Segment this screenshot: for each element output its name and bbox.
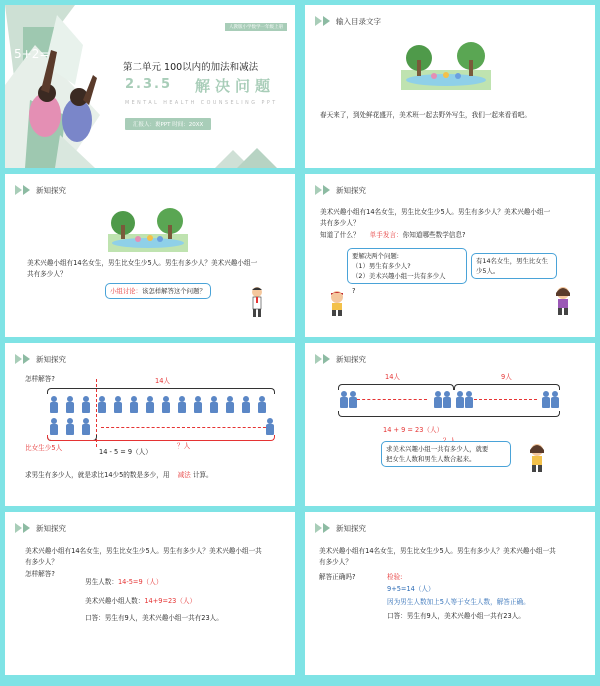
slide-8[interactable] [305, 512, 595, 675]
boys-count-label: 9人 [501, 373, 512, 381]
problem-1: （1）男生有多少人? [352, 262, 411, 270]
problems-title: 要解决两个问题: [352, 252, 399, 260]
student-figure [241, 396, 251, 413]
explanation-line-2: 把女生人数和男生人数合起来。 [386, 455, 476, 463]
missing-dashline [101, 427, 271, 428]
chevron-icon [15, 354, 22, 364]
question-mark: ? [352, 287, 356, 295]
speaker-label: 单手发言： [369, 231, 403, 239]
chevron-icon [323, 354, 330, 364]
slide-3[interactable] [5, 174, 295, 337]
student-figure [97, 396, 107, 413]
student-figure [209, 396, 219, 413]
girls-count-label: 14人 [385, 373, 400, 381]
less-label: 比女生少5人 [25, 444, 63, 452]
student-figure [65, 396, 75, 413]
explanation-bubble [381, 441, 511, 467]
question-line-2: 共有多少人？ [320, 219, 360, 227]
slide-7[interactable] [5, 512, 295, 675]
slide-2[interactable] [305, 5, 595, 168]
girls-brace [338, 384, 454, 390]
student-figure [464, 391, 474, 408]
boys-brace [454, 384, 560, 390]
slide-heading: 输入目录文字 [336, 16, 381, 26]
total-brace [338, 411, 560, 417]
student-figure [265, 418, 275, 435]
student-figure [129, 396, 139, 413]
info-line-1: 有14名女生，男生比女生 [476, 257, 549, 265]
chevron-icon [23, 354, 30, 364]
unit-title: 第二单元 100以内的加法和减法 [123, 62, 259, 73]
student-figure [49, 418, 59, 435]
slide-header [15, 521, 66, 535]
girls-count-label: 14人 [155, 377, 170, 385]
subtraction-equation: 14 - 5 = 9（人） [99, 448, 152, 456]
check-question: 解答正确吗? [319, 573, 356, 581]
info-bubble [471, 253, 557, 279]
mountain-decoration [215, 148, 285, 168]
slide-header [315, 521, 366, 535]
boys-line [85, 577, 162, 588]
question-line-2: 有多少人？ [25, 558, 58, 566]
question-line-1: 美术兴趣小组有14名女生，男生比女生少5人。男生有多少人？美术兴趣小组一 [320, 208, 551, 216]
boys-dashline [469, 399, 537, 400]
how-label: 怎样解答? [25, 375, 55, 383]
oral-answer: 口答：男生有9人，美术兴趣小组一共有23人。 [85, 614, 223, 622]
prompt-line [320, 230, 465, 241]
check-label: 检验: [387, 573, 403, 581]
slide-cover[interactable] [5, 5, 295, 168]
chevron-icon [323, 185, 330, 195]
addition-equation: 14 + 9 = 23（人） [383, 426, 444, 434]
chevron-icon [15, 185, 22, 195]
girls-brace [47, 388, 275, 394]
student-figure [193, 396, 203, 413]
chevron-icon [323, 523, 330, 533]
park-scene-image [401, 40, 491, 90]
byline: 汇报人：裹PPT 时间：20XX [125, 118, 211, 130]
discussion-bubble [105, 283, 211, 299]
slide-header [315, 183, 366, 197]
girl-icon [527, 443, 547, 473]
girls-dashline [357, 399, 427, 400]
park-scene-image [108, 207, 188, 252]
know-question: 知道了什么？ [320, 231, 360, 239]
chevron-icon [323, 16, 330, 26]
slide-4[interactable] [305, 174, 595, 337]
slide-heading: 新知探究 [336, 354, 366, 364]
question-line-1: 美术兴趣小组有14名女生，男生比女生少5人。男生有多少人？美术兴趣小组一共 [319, 547, 556, 555]
boy-icon [327, 291, 347, 317]
chevron-icon [23, 523, 30, 533]
conclusion-post: 计算。 [192, 471, 213, 479]
student-figure [177, 396, 187, 413]
conclusion-line [25, 470, 213, 481]
oral-answer: 口答：男生有9人，美术兴趣小组一共有23人。 [387, 612, 525, 620]
student-figure [81, 396, 91, 413]
problems-bubble [347, 248, 467, 284]
discussion-text: 该怎样解答这个问题？ [141, 287, 206, 295]
chevron-icon [315, 185, 322, 195]
explanation-line-1: 求美术兴趣小组一共有多少人，就要 [386, 445, 489, 453]
boys-expression: 14-5=9（人） [117, 578, 163, 586]
slide-heading: 新知探究 [336, 185, 366, 195]
slide-heading: 新知探究 [336, 523, 366, 533]
check-expression: 9+5=14（人） [387, 585, 435, 593]
question-line-2: 有多少人？ [319, 558, 352, 566]
info-line-2: 少5人。 [476, 267, 500, 275]
student-figure [65, 418, 75, 435]
slide-heading: 新知探究 [36, 523, 66, 533]
total-expression: 14+9=23（人） [144, 597, 197, 605]
student-figure [257, 396, 267, 413]
student-figure [145, 396, 155, 413]
slide-6[interactable] [305, 343, 595, 506]
slide-heading: 新知探究 [36, 354, 66, 364]
lesson-title: 解决问题 [195, 77, 276, 95]
slide-header [315, 352, 366, 366]
teacher-icon [247, 286, 267, 318]
slide-heading: 新知探究 [36, 185, 66, 195]
intro-text: 春天来了，到处鲜花盛开，美术班一起去野外写生，我们一起来看看吧。 [320, 111, 531, 119]
student-figure [113, 396, 123, 413]
chevron-icon [23, 185, 30, 195]
slide-header [15, 183, 66, 197]
chevron-icon [315, 523, 322, 533]
student-figure [225, 396, 235, 413]
question-line-2: 共有多少人？ [27, 270, 67, 278]
question-line-1: 美术兴趣小组有14名女生，男生比女生少5人。男生有多少人？美术兴趣小组一 [27, 259, 258, 267]
student-figure [161, 396, 171, 413]
total-line [85, 596, 196, 607]
problem-2: （2）美术兴趣小组一共有多少人 [352, 272, 446, 280]
formula-badge: 5+2= [14, 47, 50, 61]
chevron-icon [15, 523, 22, 533]
question-line-1: 美术兴趣小组有14名女生，男生比女生少5人。男生有多少人？美术兴趣小组一共 [25, 547, 262, 555]
total-label: 美术兴趣小组人数： [85, 597, 145, 605]
cover-illustration [5, 5, 100, 168]
chevron-icon [315, 354, 322, 364]
slide-5[interactable] [5, 343, 295, 506]
student-figure [81, 418, 91, 435]
student-figure [49, 396, 59, 413]
check-reason: 因为男生人数加上5人等于女生人数，解答正确。 [387, 598, 530, 606]
slide-header [15, 352, 66, 366]
girl-icon [553, 286, 573, 316]
unknown-label: ？人 [177, 442, 191, 450]
conclusion-pre: 求男生有多少人，就是求比14少5的数是多少，用 [25, 471, 170, 479]
discussion-label: 小组讨论： [110, 287, 142, 295]
lesson-number: 2.3.5 [125, 77, 173, 92]
chevron-icon [315, 16, 322, 26]
how-label: 怎样解答? [25, 570, 55, 578]
student-figure [442, 391, 452, 408]
top-note: 人教版小学数学一年级上册 [225, 23, 287, 31]
student-figure [348, 391, 358, 408]
total-brace [47, 435, 275, 441]
slide-header [315, 14, 381, 28]
student-figure [550, 391, 560, 408]
speaker-text: 你知道哪些数学信息? [402, 231, 466, 239]
boys-label: 男生人数： [85, 578, 118, 586]
conclusion-op: 减法 [177, 471, 191, 479]
subtitle-en: MENTAL HEALTH COUNSELING PPT [125, 101, 278, 106]
